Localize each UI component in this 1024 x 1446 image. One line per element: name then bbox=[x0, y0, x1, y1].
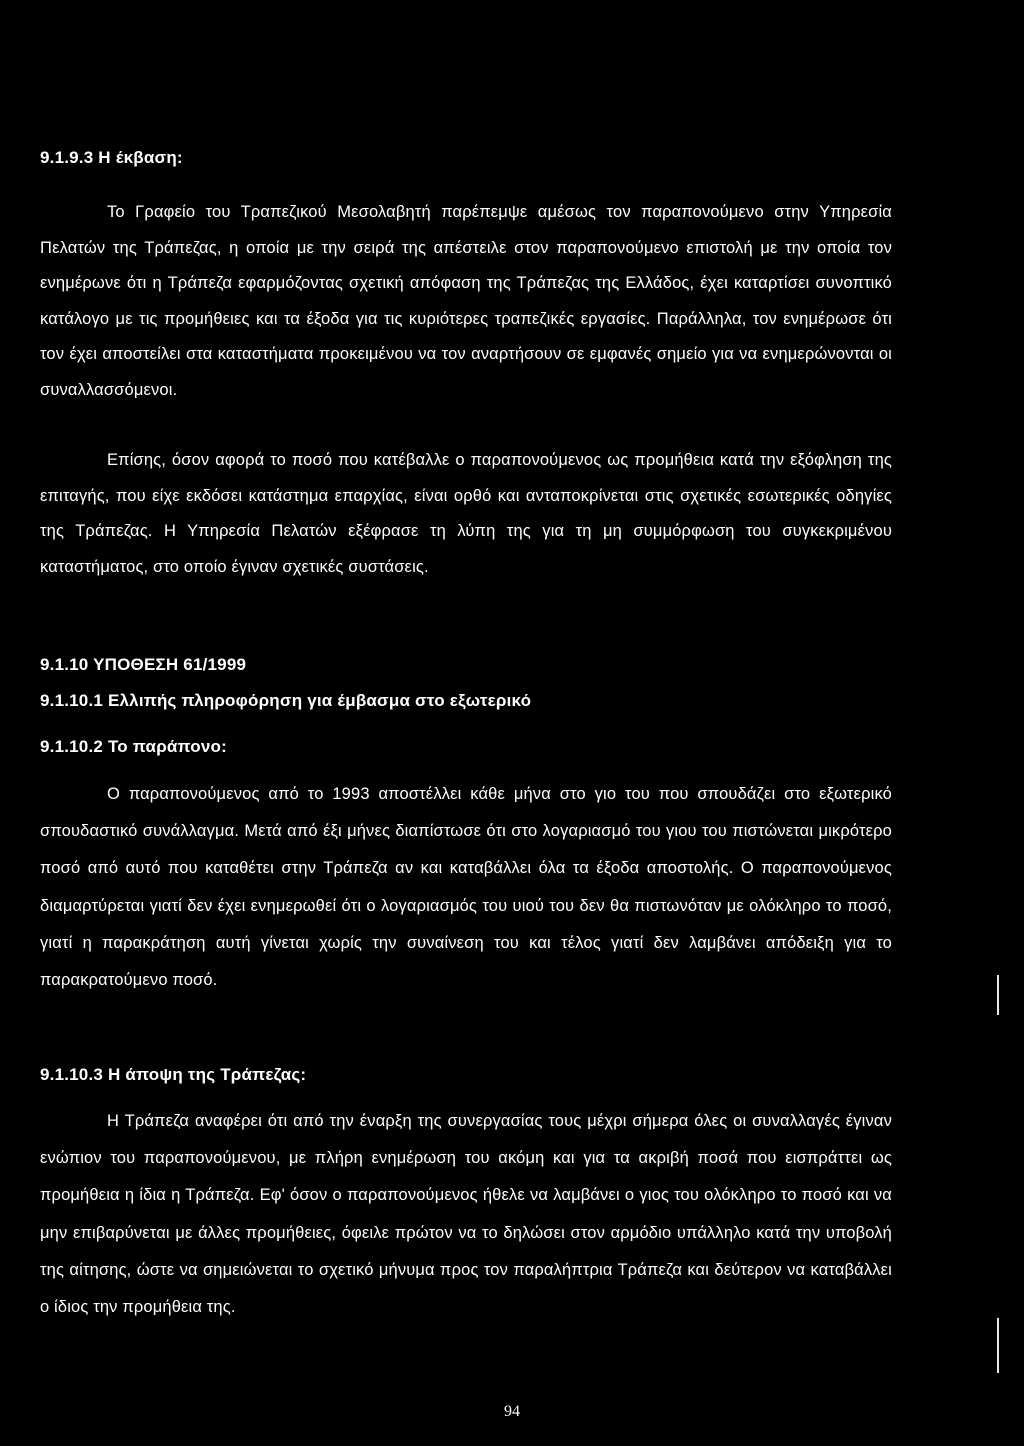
section-heading-9-1-10-2: 9.1.10.2 Το παράπονο: bbox=[40, 737, 227, 756]
margin-rule-mark-lower bbox=[997, 1318, 999, 1373]
section-heading-9-1-9-3: 9.1.9.3 Η έκβαση: bbox=[40, 148, 183, 167]
section-heading-9-1-10-3: 9.1.10.3 Η άποψη της Τράπεζας: bbox=[40, 1065, 307, 1084]
paragraph-complaint: Ο παραπονούμενος από το 1993 αποστέλλει κάθε μήνα στο γιο του που σπουδάζει στο εξωτερικό σπουδαστικό συνάλλαγμα. Μετά από έξι μήνες διαπίστωσε ότι στο λογαριασμό του γιου του πιστώνεται μικρότερο ποσό από αυτό που καταθέτει στην Τράπεζα αν και καταβάλλει όλα τα έξοδα αποστολής. Ο παραπονούμενος διαμαρτύρεται γιατί δεν έχει ενημερωθεί ότι ο λογαριασμός του υιού του δεν θα πιστωνόταν με ολόκληρο το ποσό, γιατί η παρακράτηση αυτή γίνεται χωρίς την συναίνεση του και τέλος γιατί δεν λαμβάνει απόδειξη για το παρακρατούμενο ποσό. bbox=[40, 785, 892, 990]
section-heading-9-1-10: 9.1.10 ΥΠΟΘΕΣΗ 61/1999 bbox=[40, 655, 247, 674]
paragraph-bank-view: Η Τράπεζα αναφέρει ότι από την έναρξη της συνεργασίας τους μέχρι σήμερα όλες οι συναλλαγές έγιναν ενώπιον του παραπονούμενου, με πλήρη ενημέρωση του ακόμη και για τα ακριβή ποσά που εισπράττει ως προμήθεια η ίδια η Τράπεζα. Εφ' όσον ο παραπονούμενος ήθελε να λαμβάνει ο γιος του ολόκληρο το ποσό και να μην επιβαρύνεται με άλλες προμήθειες, όφειλε πρώτον να το δηλώσει στον αρμόδιο υπάλληλο κατά την υποβολή της αίτησης, ώστε να σημειώνεται το σχετικό μήνυμα προς τον παραλήπτρια Τράπεζα και δεύτερον να καταβάλλει ο ίδιος την προμήθεια της. bbox=[40, 1112, 892, 1317]
paragraph-outcome-1: Το Γραφείο του Τραπεζικού Μεσολαβητή παρέπεμψε αμέσως τον παραπονούμενο στην Υπηρεσία Πελατών της Τράπεζας, η οποία με την σειρά της απέστειλε στον παραπονούμενο επιστολή με την οποία τον ενημέρωνε ότι η Τράπεζα εφαρμόζοντας σχετική απόφαση της Τράπεζας της Ελλάδος, έχει καταρτίσει συνοπτικό κατάλογο με τις προμήθειες και τα έξοδα για τις κυριότερες τραπεζικές εργασίες. Παράλληλα, τον ενημέρωσε ότι τον έχει αποστείλει στα καταστήματα προκειμένου να τον αναρτήσουν σε εμφανές σημείο για να ενημερώνονται οι συναλλασσόμενοι. bbox=[40, 203, 892, 399]
section-heading-9-1-10-1: 9.1.10.1 Ελλιπής πληροφόρηση για έμβασμα στο εξωτερικό bbox=[40, 691, 532, 710]
page-number: 94 bbox=[504, 1403, 520, 1420]
paragraph-outcome-2: Επίσης, όσον αφορά το ποσό που κατέβαλλε ο παραπονούμενος ως προμήθεια κατά την εξόφληση της επιταγής, που είχε εκδόσει κατάστημα επαρχίας, είναι ορθό και ανταποκρίνεται στις σχετικές εσωτερικές οδηγίες της Τράπεζας. Η Υπηρεσία Πελατών εξέφρασε τη λύπη της για τη μη συμμόρφωση του συγκεκριμένου καταστήματος, στο οποίο έγιναν σχετικές συστάσεις. bbox=[40, 451, 892, 576]
margin-rule-mark bbox=[997, 975, 999, 1015]
